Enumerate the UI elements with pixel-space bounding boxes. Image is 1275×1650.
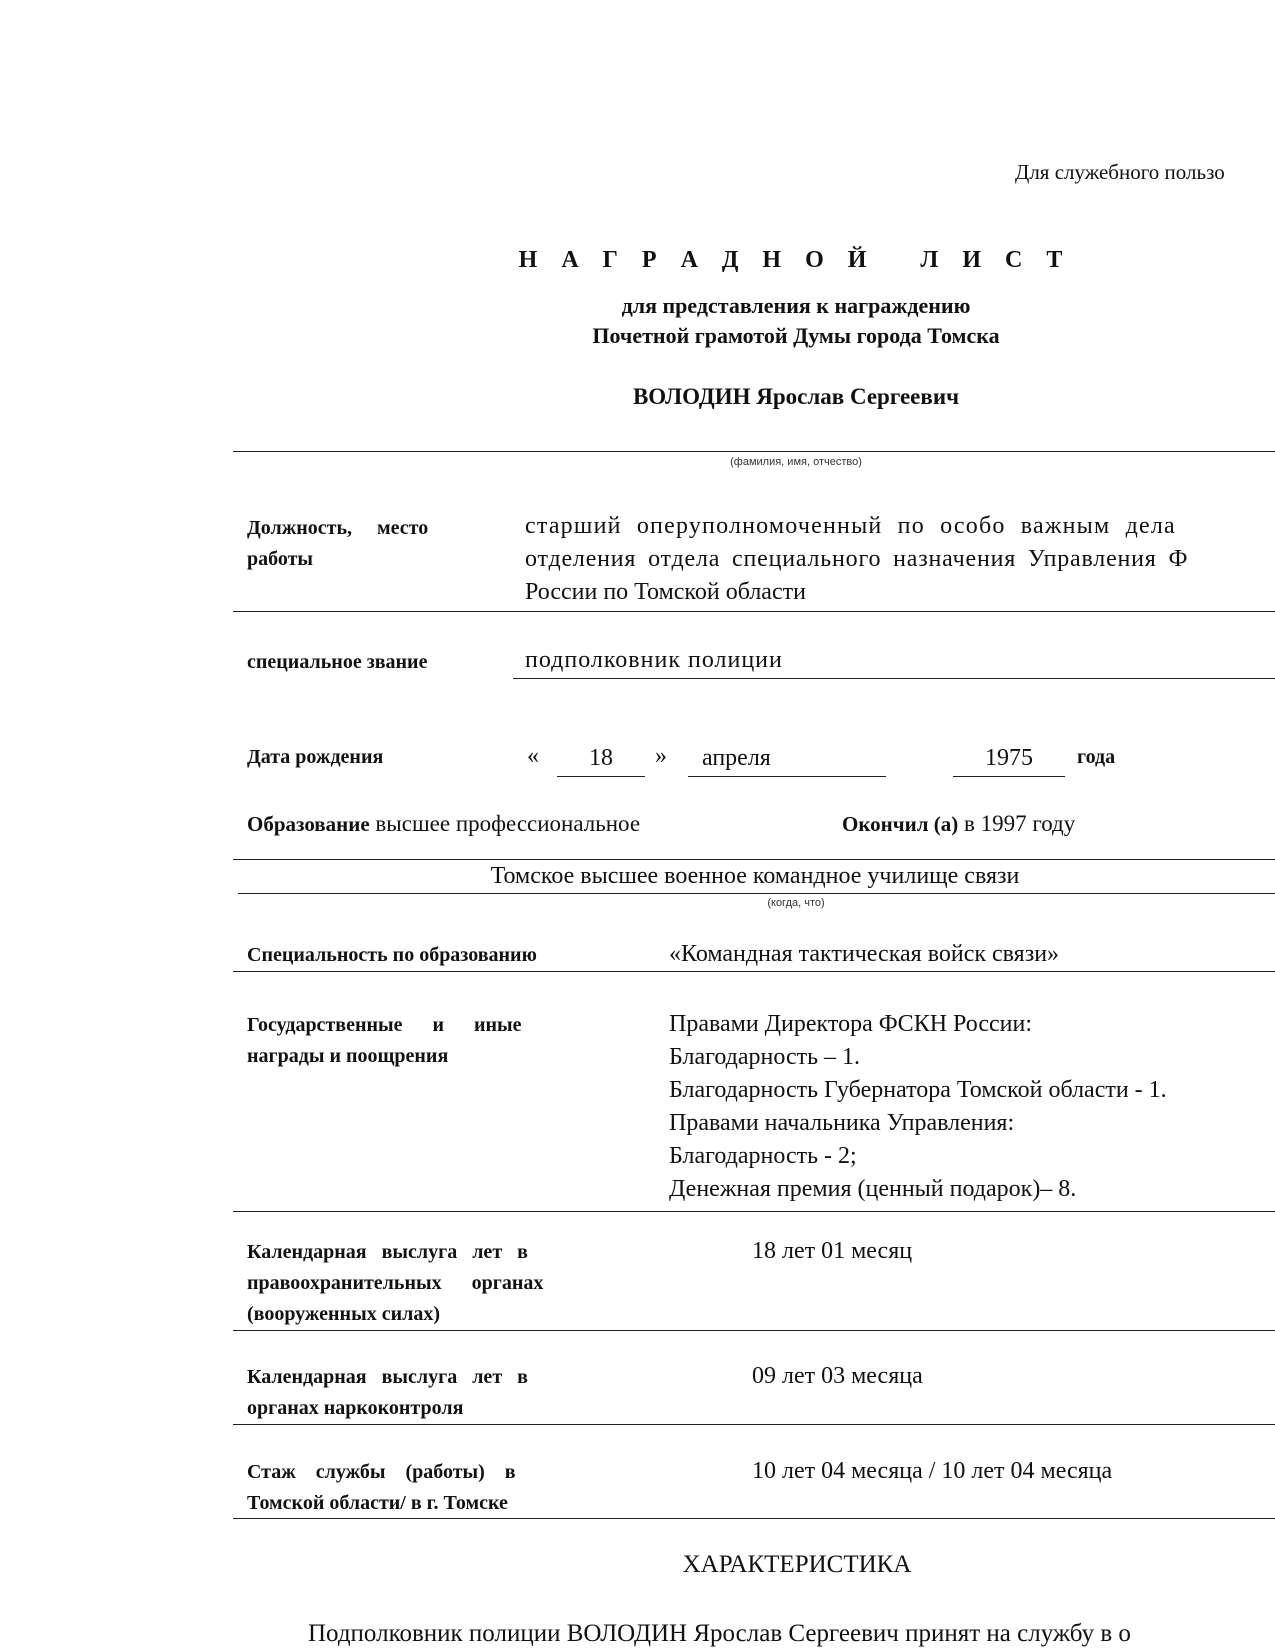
birth-label: Дата рождения xyxy=(247,746,384,768)
service-tomsk-label-line2: Томской области/ в г. Томске xyxy=(247,1492,508,1514)
awards-label-line2: награды и поощрения xyxy=(247,1045,449,1067)
service-law-label-line1: Календарная выслуга лет в xyxy=(247,1241,528,1263)
position-label-line2: работы xyxy=(247,548,314,570)
specialty-value: «Командная тактическая войск связи» xyxy=(669,941,1060,967)
awards-line: Благодарность - 2; xyxy=(669,1143,857,1169)
specialty-label: Специальность по образованию xyxy=(247,944,537,966)
birth-suffix: года xyxy=(1077,746,1116,768)
birth-month-underline xyxy=(688,776,886,777)
position-value-line2: отделения отдела специального назначения Управления Ф xyxy=(525,546,1189,572)
position-separator xyxy=(233,611,1275,612)
birth-day-underline xyxy=(557,776,645,777)
security-mark: Для служебного пользо xyxy=(1015,160,1225,184)
awards-line: Денежная премия (ценный подарок)– 8. xyxy=(669,1176,1077,1202)
service-law-label-line3: (вооруженных силах) xyxy=(247,1303,440,1325)
birth-quote-close: » xyxy=(655,743,667,769)
position-value-line3: России по Томской области xyxy=(525,579,806,605)
service-tomsk-label-line1: Стаж службы (работы) в xyxy=(247,1461,516,1483)
awards-line: Благодарность Губернатора Томской области - 1. xyxy=(669,1077,1167,1103)
birth-quote-open: « xyxy=(527,743,539,769)
graduated-value: в 1997 году xyxy=(963,811,1076,836)
document-title: Н А Г Р А Д Н О Й Л И С Т xyxy=(518,247,1072,273)
service-tomsk-value: 10 лет 04 месяца / 10 лет 04 месяца xyxy=(752,1458,1113,1484)
birth-month: апреля xyxy=(702,745,771,771)
rank-underline xyxy=(513,678,1275,679)
graduated-row xyxy=(842,811,1075,837)
education-value: высшее профессиональное xyxy=(375,811,641,836)
awards-label xyxy=(247,1010,645,1072)
education-row xyxy=(247,811,640,837)
institution-caption: (когда, что) xyxy=(767,897,825,909)
service-tomsk-label xyxy=(247,1457,645,1519)
name-caption: (фамилия, имя, отчество) xyxy=(730,456,862,468)
service-law-label xyxy=(247,1237,645,1330)
birth-year-underline xyxy=(953,776,1065,777)
name-underline xyxy=(233,451,1275,452)
birth-day: 18 xyxy=(589,745,613,771)
graduated-label: Окончил (а) xyxy=(842,812,959,836)
person-name: ВОЛОДИН Ярослав Сергеевич xyxy=(632,384,960,409)
service-law-label-line2: правоохранительных органах xyxy=(247,1272,544,1294)
institution-underline xyxy=(238,893,1275,894)
characteristic-heading: ХАРАКТЕРИСТИКА xyxy=(682,1551,912,1578)
service-law-separator xyxy=(233,1330,1275,1331)
birth-year: 1975 xyxy=(985,745,1033,771)
awards-line: Правами начальника Управления: xyxy=(669,1110,1015,1136)
awards-label-line1: Государственные и иные xyxy=(247,1014,522,1036)
education-label: Образование xyxy=(247,812,370,836)
characteristic-first-line: Подполковник полиции ВОЛОДИН Ярослав Сергеевич принят на службу в о xyxy=(308,1620,1131,1647)
service-law-value: 18 лет 01 месяц xyxy=(752,1238,913,1264)
awards-separator xyxy=(233,1211,1275,1212)
position-label-line1: Должность, место xyxy=(247,517,429,539)
service-drug-label xyxy=(247,1362,645,1424)
service-drug-label-line2: органах наркоконтроля xyxy=(247,1397,464,1419)
awards-list xyxy=(669,1008,1167,1206)
position-label xyxy=(247,513,503,575)
awards-line: Правами Директора ФСКН России: xyxy=(669,1011,1033,1037)
service-tomsk-separator xyxy=(233,1518,1275,1519)
document-subtitle: для представления к награждению xyxy=(621,293,971,318)
service-drug-label-line1: Календарная выслуга лет в xyxy=(247,1366,528,1388)
awards-line: Благодарность – 1. xyxy=(669,1044,861,1070)
specialty-separator xyxy=(233,971,1275,972)
document-subtitle-award: Почетной грамотой Думы города Томска xyxy=(592,323,1000,348)
position-value-line1: старший оперуполномоченный по особо важным дела xyxy=(525,513,1176,539)
position-value xyxy=(525,510,1188,609)
service-drug-separator xyxy=(233,1424,1275,1425)
service-drug-value: 09 лет 03 месяца xyxy=(752,1363,923,1389)
rank-label: специальное звание xyxy=(247,651,428,673)
education-separator xyxy=(233,859,1275,860)
institution: Томское высшее военное командное училище связи xyxy=(490,863,1020,889)
rank-value: подполковник полиции xyxy=(525,647,783,673)
